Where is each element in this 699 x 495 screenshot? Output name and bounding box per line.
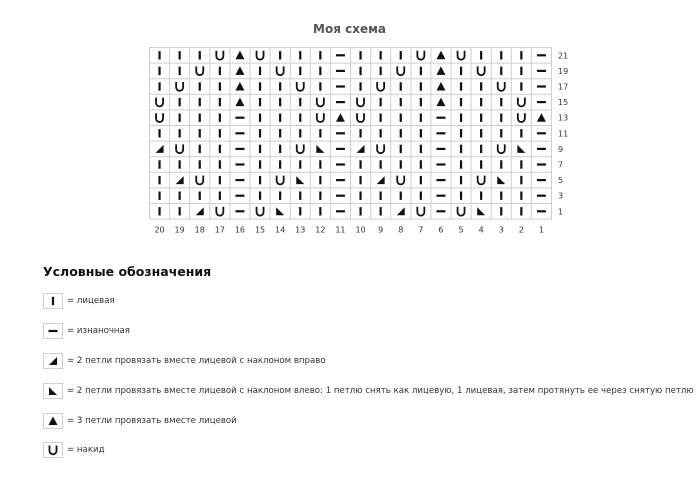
purl-symbol bbox=[235, 210, 244, 212]
knit-symbol bbox=[299, 114, 301, 122]
knit-symbol bbox=[359, 67, 361, 75]
knit-symbol bbox=[420, 160, 422, 168]
row-label: 1 bbox=[558, 207, 564, 217]
purl-symbol bbox=[336, 54, 345, 56]
knit-symbol bbox=[179, 51, 181, 59]
purl-symbol bbox=[336, 70, 345, 72]
row-label: 17 bbox=[558, 82, 569, 92]
knit-symbol bbox=[500, 207, 502, 215]
knit-symbol-icon bbox=[43, 293, 63, 309]
knit-symbol bbox=[500, 129, 502, 137]
knit-symbol bbox=[380, 129, 382, 137]
knit-symbol bbox=[460, 192, 462, 200]
knit-symbol bbox=[299, 207, 301, 215]
knit-symbol bbox=[420, 129, 422, 137]
knit-symbol bbox=[380, 98, 382, 106]
legend-item-k2tog-right bbox=[43, 353, 326, 369]
knit-symbol bbox=[319, 67, 321, 75]
knit-symbol bbox=[199, 160, 201, 168]
knit-symbol bbox=[380, 51, 382, 59]
knit-symbol bbox=[199, 51, 201, 59]
knit-symbol bbox=[359, 192, 361, 200]
row-label: 15 bbox=[558, 98, 569, 108]
knit-symbol bbox=[500, 114, 502, 122]
purl-symbol bbox=[336, 101, 345, 103]
legend-text-yarn-over: = накид bbox=[67, 445, 105, 455]
knit-symbol bbox=[158, 207, 160, 215]
knit-symbol bbox=[420, 176, 422, 184]
knit-symbol bbox=[359, 51, 361, 59]
column-label: 1 bbox=[538, 225, 544, 235]
legend-text-k2tog-right: = 2 петли провязать вместе лицевой с наклоном вправо bbox=[67, 356, 326, 366]
knit-symbol bbox=[259, 145, 261, 153]
knit-symbol bbox=[299, 67, 301, 75]
purl-symbol bbox=[235, 179, 244, 181]
knit-symbol bbox=[420, 82, 422, 90]
column-label: 16 bbox=[234, 225, 246, 235]
knit-symbol bbox=[259, 129, 261, 137]
legend-title: Условные обозначения bbox=[43, 264, 212, 279]
knit-symbol bbox=[520, 192, 522, 200]
purl-symbol bbox=[235, 117, 244, 119]
knit-symbol bbox=[500, 192, 502, 200]
knit-symbol bbox=[420, 98, 422, 106]
knit-symbol bbox=[520, 176, 522, 184]
knit-symbol bbox=[158, 160, 160, 168]
knit-symbol bbox=[158, 176, 160, 184]
column-label: 4 bbox=[478, 225, 484, 235]
column-label: 20 bbox=[154, 225, 165, 235]
knit-symbol bbox=[259, 176, 261, 184]
knit-symbol bbox=[400, 98, 402, 106]
legend-item-yarn-over bbox=[43, 442, 105, 458]
purl-symbol bbox=[436, 179, 445, 181]
column-label: 3 bbox=[498, 225, 504, 235]
column-label: 2 bbox=[518, 225, 524, 235]
knit-symbol bbox=[319, 129, 321, 137]
column-label: 7 bbox=[418, 225, 424, 235]
knit-symbol bbox=[319, 192, 321, 200]
k2tog-left-symbol-icon bbox=[43, 383, 63, 399]
knit-symbol bbox=[219, 176, 221, 184]
knit-symbol bbox=[480, 160, 482, 168]
knit-symbol bbox=[179, 160, 181, 168]
purl-symbol bbox=[336, 163, 345, 165]
row-label: 5 bbox=[558, 176, 564, 186]
knit-symbol bbox=[319, 207, 321, 215]
knit-symbol bbox=[480, 114, 482, 122]
knit-symbol bbox=[380, 207, 382, 215]
column-label: 18 bbox=[194, 225, 205, 235]
knit-symbol bbox=[52, 297, 54, 305]
knit-symbol bbox=[400, 192, 402, 200]
knit-symbol bbox=[480, 145, 482, 153]
column-label: 8 bbox=[398, 225, 404, 235]
knit-symbol bbox=[319, 176, 321, 184]
legend-item-purl bbox=[43, 323, 130, 339]
knit-symbol bbox=[259, 67, 261, 75]
purl-symbol bbox=[537, 70, 546, 72]
knit-symbol bbox=[279, 145, 281, 153]
knit-symbol bbox=[380, 160, 382, 168]
purl-symbol bbox=[436, 117, 445, 119]
knit-symbol bbox=[520, 129, 522, 137]
knit-symbol bbox=[460, 176, 462, 184]
knit-symbol bbox=[359, 129, 361, 137]
knit-symbol bbox=[460, 160, 462, 168]
knit-symbol bbox=[219, 145, 221, 153]
knit-symbol bbox=[480, 98, 482, 106]
legend-text-k2tog-left: = 2 петли провязать вместе лицевой с наклоном влево: 1 петлю снять как лицевую, 1 лицевая, затем протянуть ее через снятую петлю bbox=[67, 386, 694, 396]
knit-symbol bbox=[179, 67, 181, 75]
knit-symbol bbox=[199, 129, 201, 137]
knit-symbol bbox=[359, 160, 361, 168]
knit-symbol bbox=[359, 207, 361, 215]
column-label: 10 bbox=[355, 225, 366, 235]
knit-symbol bbox=[400, 160, 402, 168]
knit-symbol bbox=[299, 160, 301, 168]
knit-symbol bbox=[199, 192, 201, 200]
knit-symbol bbox=[179, 192, 181, 200]
row-label: 9 bbox=[558, 144, 564, 154]
knit-symbol bbox=[299, 192, 301, 200]
knit-symbol bbox=[299, 51, 301, 59]
knit-symbol bbox=[460, 98, 462, 106]
column-label: 13 bbox=[295, 225, 306, 235]
knit-symbol bbox=[279, 98, 281, 106]
knit-symbol bbox=[279, 82, 281, 90]
legend-text-purl: = изнаночная bbox=[67, 326, 130, 336]
knit-symbol bbox=[460, 67, 462, 75]
knit-symbol bbox=[199, 98, 201, 106]
knit-symbol bbox=[420, 67, 422, 75]
purl-symbol bbox=[537, 132, 546, 134]
column-label: 19 bbox=[174, 225, 185, 235]
knit-symbol bbox=[158, 51, 160, 59]
knit-symbol bbox=[460, 129, 462, 137]
purl-symbol bbox=[336, 85, 345, 87]
knit-symbol bbox=[400, 114, 402, 122]
knit-symbol bbox=[380, 114, 382, 122]
knit-symbol bbox=[500, 67, 502, 75]
knit-symbol bbox=[480, 51, 482, 59]
knit-symbol bbox=[359, 82, 361, 90]
row-label: 3 bbox=[558, 191, 564, 201]
knit-symbol bbox=[219, 67, 221, 75]
k2tog-left-symbol bbox=[49, 387, 57, 395]
knit-symbol bbox=[400, 51, 402, 59]
purl-symbol bbox=[235, 132, 244, 134]
knit-symbol bbox=[259, 98, 261, 106]
knit-symbol bbox=[400, 82, 402, 90]
knit-symbol bbox=[219, 192, 221, 200]
k3tog-symbol bbox=[49, 417, 58, 426]
purl-symbol bbox=[537, 163, 546, 165]
yarn-over-symbol bbox=[50, 446, 57, 455]
knit-symbol bbox=[279, 114, 281, 122]
knit-symbol bbox=[259, 160, 261, 168]
k2tog-right-symbol bbox=[49, 357, 57, 365]
knit-symbol bbox=[158, 129, 160, 137]
k3tog-symbol-icon bbox=[43, 413, 63, 429]
k2tog-right-symbol-icon bbox=[43, 353, 63, 369]
purl-symbol bbox=[436, 195, 445, 197]
knit-symbol bbox=[199, 82, 201, 90]
knit-symbol bbox=[400, 145, 402, 153]
knit-symbol bbox=[158, 82, 160, 90]
knit-symbol bbox=[279, 51, 281, 59]
knit-symbol bbox=[179, 98, 181, 106]
purl-symbol bbox=[235, 163, 244, 165]
row-label: 11 bbox=[558, 129, 569, 139]
purl-symbol bbox=[537, 54, 546, 56]
purl-symbol bbox=[336, 132, 345, 134]
knit-symbol bbox=[219, 129, 221, 137]
knit-symbol bbox=[500, 51, 502, 59]
knit-symbol bbox=[179, 207, 181, 215]
column-label: 17 bbox=[214, 225, 225, 235]
knit-symbol bbox=[480, 192, 482, 200]
column-label: 5 bbox=[458, 225, 464, 235]
knit-symbol bbox=[199, 145, 201, 153]
knit-symbol bbox=[520, 51, 522, 59]
column-label: 9 bbox=[378, 225, 384, 235]
knit-symbol bbox=[460, 82, 462, 90]
knitting-chart bbox=[149, 47, 569, 241]
knit-symbol bbox=[299, 129, 301, 137]
row-label: 13 bbox=[558, 113, 569, 123]
knit-symbol bbox=[259, 114, 261, 122]
purl-symbol bbox=[336, 195, 345, 197]
knit-symbol bbox=[199, 114, 201, 122]
knit-symbol bbox=[380, 192, 382, 200]
knit-symbol bbox=[520, 160, 522, 168]
row-label: 19 bbox=[558, 66, 569, 76]
legend-text-knit: = лицевая bbox=[67, 296, 115, 306]
knit-symbol bbox=[319, 51, 321, 59]
column-label: 14 bbox=[275, 225, 286, 235]
chart-title: Моя схема bbox=[313, 22, 386, 36]
column-label: 12 bbox=[315, 225, 326, 235]
row-label: 21 bbox=[558, 51, 569, 61]
knit-symbol bbox=[380, 67, 382, 75]
purl-symbol bbox=[537, 179, 546, 181]
knit-symbol bbox=[359, 176, 361, 184]
knit-symbol bbox=[460, 114, 462, 122]
purl-symbol bbox=[235, 195, 244, 197]
purl-symbol bbox=[436, 210, 445, 212]
purl-symbol bbox=[537, 210, 546, 212]
legend-item-k3tog bbox=[43, 413, 237, 429]
knit-symbol bbox=[219, 160, 221, 168]
purl-symbol bbox=[537, 195, 546, 197]
knit-symbol bbox=[219, 82, 221, 90]
purl-symbol bbox=[336, 210, 345, 212]
knit-symbol bbox=[520, 207, 522, 215]
knit-symbol bbox=[219, 114, 221, 122]
purl-symbol bbox=[537, 85, 546, 87]
knit-symbol bbox=[319, 160, 321, 168]
knit-symbol bbox=[179, 114, 181, 122]
purl-symbol bbox=[537, 148, 546, 150]
knit-symbol bbox=[319, 82, 321, 90]
purl-symbol bbox=[235, 148, 244, 150]
knit-symbol bbox=[420, 145, 422, 153]
knit-symbol bbox=[500, 98, 502, 106]
knit-symbol bbox=[500, 160, 502, 168]
column-label: 15 bbox=[254, 225, 266, 235]
knit-symbol bbox=[460, 145, 462, 153]
knit-symbol bbox=[480, 82, 482, 90]
knit-symbol bbox=[400, 129, 402, 137]
knit-symbol bbox=[480, 129, 482, 137]
purl-symbol bbox=[537, 101, 546, 103]
knit-symbol bbox=[420, 114, 422, 122]
knit-symbol bbox=[158, 192, 160, 200]
purl-symbol bbox=[436, 132, 445, 134]
purl-symbol-icon bbox=[43, 323, 63, 339]
knit-symbol bbox=[279, 192, 281, 200]
legend-text-k3tog: = 3 петли провязать вместе лицевой bbox=[67, 416, 237, 426]
knit-symbol bbox=[279, 129, 281, 137]
purl-symbol bbox=[336, 148, 345, 150]
column-label: 6 bbox=[438, 225, 444, 235]
row-label: 7 bbox=[558, 160, 564, 170]
knit-symbol bbox=[420, 192, 422, 200]
knit-symbol bbox=[179, 129, 181, 137]
knit-symbol bbox=[219, 98, 221, 106]
legend-item-k2tog-left bbox=[43, 383, 694, 399]
column-label: 11 bbox=[335, 225, 346, 235]
knit-symbol bbox=[158, 67, 160, 75]
purl-symbol bbox=[49, 330, 58, 332]
knit-symbol bbox=[299, 98, 301, 106]
knit-symbol bbox=[520, 67, 522, 75]
knit-symbol bbox=[259, 82, 261, 90]
legend-item-knit bbox=[43, 293, 115, 309]
purl-symbol bbox=[336, 179, 345, 181]
purl-symbol bbox=[436, 148, 445, 150]
purl-symbol bbox=[436, 163, 445, 165]
knit-symbol bbox=[279, 160, 281, 168]
yarn-over-symbol-icon bbox=[43, 442, 63, 458]
knit-symbol bbox=[520, 82, 522, 90]
knit-symbol bbox=[259, 192, 261, 200]
